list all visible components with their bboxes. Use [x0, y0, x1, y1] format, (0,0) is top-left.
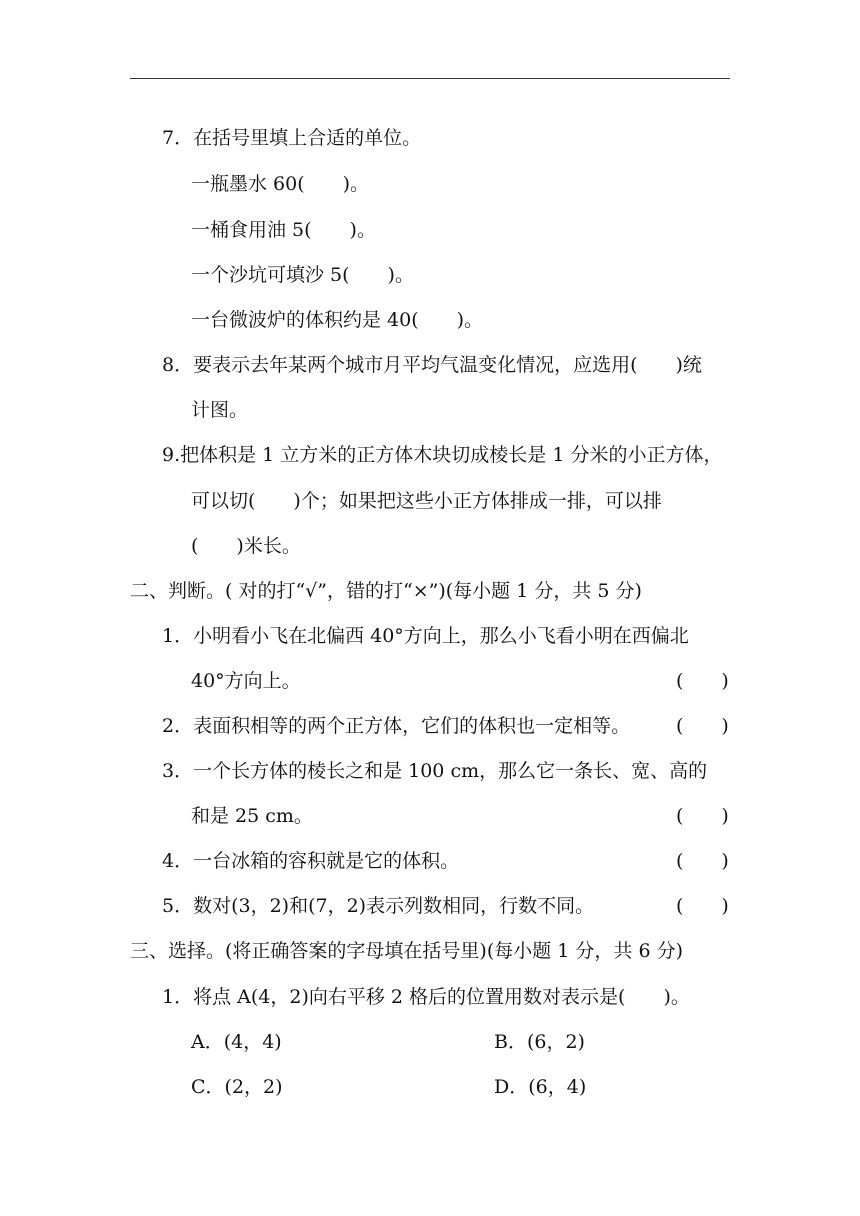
s3-q1-number: 1．	[162, 986, 194, 1008]
q9-line-1	[162, 443, 722, 467]
s2-item-3-answer-blank[interactable]: ( )	[676, 805, 729, 827]
s2-item-2-text: 表面积相等的两个正方体，它们的体积也一定相等。	[193, 715, 631, 737]
q7-item-3: 一个沙坑可填沙 5( )。	[191, 264, 414, 286]
s3-q1-option-a: A．(4，4)	[191, 1031, 282, 1053]
s2-item-3-text: 一个长方体的棱长之和是 100 cm，那么它一条长、宽、高的	[193, 760, 708, 782]
s2-item-3-number: 3．	[162, 760, 194, 782]
s2-item-1-number: 1．	[162, 625, 194, 647]
section2-heading: 二、判断。( 对的打“√”，错的打“×”)(每小题 1 分，共 5 分)	[130, 580, 642, 602]
s2-item-1-text: 小明看小飞在北偏西 40°方向上，那么小飞看小明在西偏北	[193, 625, 689, 647]
q7-number: 7．	[162, 127, 194, 149]
q8-number: 8．	[162, 354, 194, 376]
s2-item-4-line-1	[162, 849, 459, 873]
q8-text-1: 要表示去年某两个城市月平均气温变化情况，应选用( )统	[193, 354, 702, 376]
q9-line-2: 可以切( )个；如果把这些小正方体排成一排，可以排	[191, 490, 662, 512]
s2-item-1-line-1	[162, 624, 689, 648]
s2-item-2-number: 2．	[162, 715, 194, 737]
s3-q1-line	[162, 985, 690, 1009]
q9-number: 9.	[162, 444, 181, 466]
q9-text-1: 把体积是 1 立方米的正方体木块切成棱长是 1 分米的小正方体，	[180, 444, 723, 466]
q7-item-2: 一桶食用油 5( )。	[191, 219, 376, 241]
top-rule	[130, 78, 730, 79]
s2-item-1-line-2: 40°方向上。	[191, 670, 301, 692]
s2-item-5-line-1	[162, 894, 594, 918]
s2-item-3-line-2: 和是 25 cm。	[191, 805, 313, 827]
s2-item-5-answer-blank[interactable]: ( )	[676, 895, 729, 917]
s2-item-4-number: 4．	[162, 850, 194, 872]
s2-item-2-answer-blank[interactable]: ( )	[676, 715, 729, 737]
s2-item-3-line-1	[162, 759, 707, 783]
s2-item-4-answer-blank[interactable]: ( )	[676, 850, 729, 872]
q7-item-1: 一瓶墨水 60( )。	[191, 173, 370, 195]
s3-q1-text: 将点 A(4，2)向右平移 2 格后的位置用数对表示是( )。	[193, 986, 690, 1008]
s3-q1-option-b: B．(6，2)	[494, 1031, 585, 1053]
s3-q1-option-c: C．(2，2)	[191, 1076, 283, 1098]
section3-heading: 三、选择。(将正确答案的字母填在括号里)(每小题 1 分，共 6 分)	[130, 940, 683, 962]
s2-item-2-line-1	[162, 714, 630, 738]
q7-text: 在括号里填上合适的单位。	[193, 127, 422, 149]
q8-line-2: 计图。	[191, 399, 249, 421]
q9-line-3: ( )米长。	[191, 535, 301, 557]
s2-item-4-text: 一台冰箱的容积就是它的体积。	[193, 850, 460, 872]
q7-item-4: 一台微波炉的体积约是 40( )。	[191, 309, 484, 331]
s2-item-1-answer-blank[interactable]: ( )	[676, 670, 729, 692]
s2-item-5-text: 数对(3，2)和(7，2)表示列数相同，行数不同。	[193, 895, 595, 917]
s3-q1-option-d: D．(6，4)	[494, 1076, 587, 1098]
q7-line	[162, 126, 421, 150]
q8-line-1	[162, 353, 702, 377]
s2-item-5-number: 5．	[162, 895, 194, 917]
